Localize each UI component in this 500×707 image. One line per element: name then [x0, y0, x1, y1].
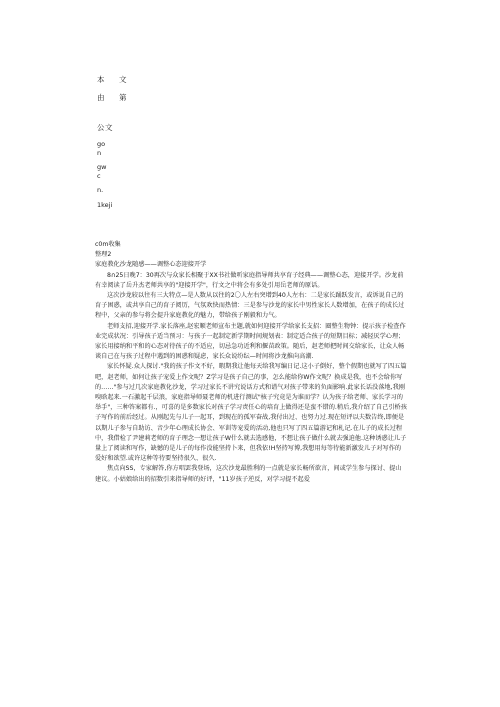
article-paragraph: 焦点向SS，专家解答,你方唱罢我登场，这次沙龙最胜利的一点就是家长畅所欲言，间或学生参与探讨、提山建议。小姑娘给出的招数引来指导师的好评，"11岁孩子逆反，对学习提不起爱 — [95, 465, 402, 483]
header-char: 本 — [97, 75, 105, 84]
keyword-line: go — [97, 140, 106, 148]
keyword-line: n — [97, 149, 102, 157]
article-paragraph: 8∩25日晚7：30再次与众家长相聚于XX书社做听家庭指导师共享育子经典——调整心态，迎接开学。沙龙前有幸阅读了岳升杰老师共享的"迎接开学"，行文之中将会有多处引用岳老师的原话。 — [95, 271, 404, 289]
header-line-2 — [97, 92, 127, 103]
header-char: 第 — [119, 93, 127, 102]
article-paragraph: 家长怀疑.众人探讨."我的孩子作文不好，暇期我让他每天给我写编日记.这小子倒好，整个假期也就写了四五篇吧，赵老师，如何让孩子宠爱上作文呢？Z学习是孩子自己的事，怎么能给你W作文呢？换成是我，也不会给你写的……"参与过几次家庭教化沙龙，学习过家长不讲究说话方式和谱气对孩子带来的负面影响.此家长话没落地,我刚嗅晗起来.一石激起千层浪，家庭指导师聂老师的机进行测试"核子究竟是为谁而学？认为孩子给老师、家长学习的举手"，三种答案都有.，可喜的是多数家长对孩子学习责任心的培育上做得还是蛮不错的.稍后,我介绍了自己引桥孩子写作的前后经过。从刚起先与儿子一起耳，到现在的孤军奋战,我付出过、也努力过.现在短评以夫数告终,即便是以期儿子参与自助访、音少年心理成长协会、军训等宠爱的活动,他也只写了四五篇游记和札记.在儿子的成长过程中，我借检了尹建莉老师的育子理念一想让孩子W什么就去选感他，不想让孩子做什么就去强迫他.这种诱惑让儿子量上了阅读和写作，缺憾的是儿子的每作没能坚持卜来，但我依!H坚持写博,我想用每等待能新激发儿子对写作的爱好和欲望.或许这种等待要坚持很久、很久. — [95, 363, 407, 463]
header-char: 由 — [97, 93, 105, 102]
header-line-1 — [97, 74, 127, 85]
header-char: 文 — [119, 75, 127, 84]
keyword-line: c — [97, 172, 101, 180]
arrange-note: 整理2 — [95, 251, 112, 259]
header-line-3: 公文 — [97, 123, 113, 132]
article-paragraph: 老师支招,迎接开学.家长落座,赵宏顺老师宣布主题,就如何迎接开学给家长支招：圈整生物钟：提示孩子检查作业完成状况：引导孩子适当预习：与孩子一起制定新学期时间规划表：制定适合孩子的短期目标；减轻厌学心理；家长用接纳和平和的心态对待孩子的不适应，切忌急功近利和揠苗政策。随后，赵老师把时间交给家长，让众人畅谈自己在与孩子过程中遇到的困惑和疑虑，家长众说纷纭—时间将沙龙推向高潮. — [95, 322, 406, 361]
keyword-line: gw — [97, 163, 107, 171]
article-paragraph: 这次沙龙较以往有三大特点—是人数从以往的2〇人左右突增到40人左右：二是家长踊跃发言，或诉说自己的育子困惑，或共享自己的育子阅历，气氛欢快而热情：三是参与沙龙的家长中男性家长人数增加，在孩子的成长过程中，父亲的参与将会提升家庭教化的魅力，带给孩子刚毅和力气。 — [95, 292, 405, 320]
keyword-line: 1keji — [97, 201, 113, 209]
article-title: 家庭教化沙龙随感——调整心态迎接开学 — [95, 261, 207, 269]
article-body — [95, 240, 407, 485]
collect-note: c0m收集 — [95, 241, 121, 248]
keyword-line: n. — [97, 186, 104, 194]
